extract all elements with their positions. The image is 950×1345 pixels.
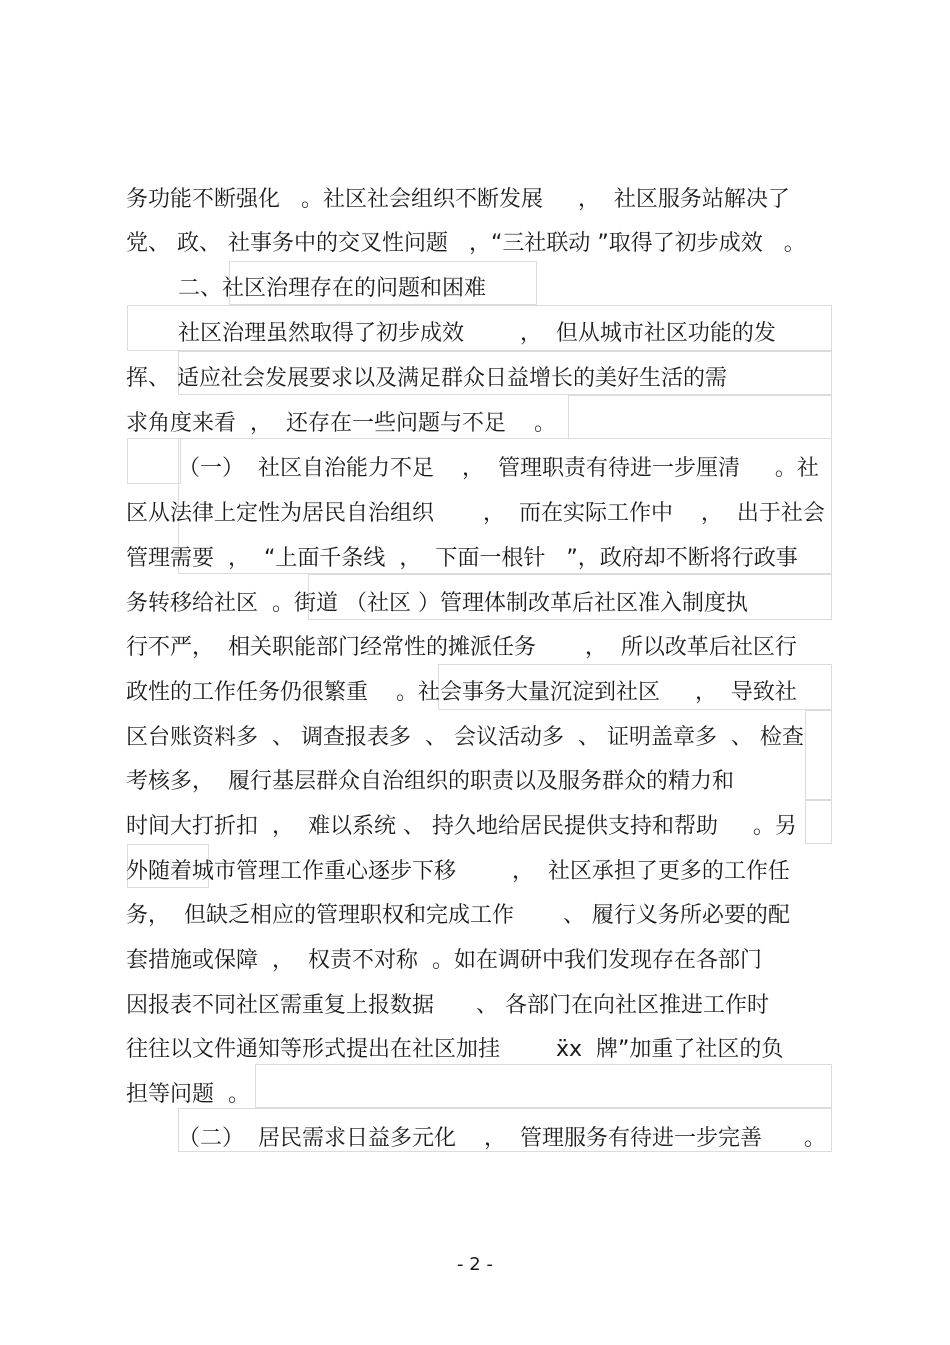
text-line: 党、 政、 社事务中的交叉性问题 ，“三社联动 ”取得了初步成效 。: [126, 231, 806, 256]
subsection-heading: （一） 社区自治能力不足 ， 管理职责有待进一步厘清 。社: [178, 456, 819, 481]
subsection-heading: （二） 居民需求日益多元化 ， 管理服务有待进一步完善 。: [178, 1126, 826, 1151]
text-line: 区台账资料多 、 调查报表多 、 会议活动多 、 证明盖章多 、 检查: [126, 725, 804, 750]
text-line: 往往以文件通知等形式提出在社区加挂 ẍx 牌”加重了社区的负: [126, 1037, 784, 1062]
text-line: 时间大打折扣 ， 难以系统 、 持久地给居民提供支持和帮助 。另: [126, 814, 797, 839]
text-line: 求角度来看 ， 还存在一些问题与不足 。: [126, 411, 556, 436]
text-line: 务功能不断强化 。社区社会组织不断发展 ， 社区服务站解决了: [126, 187, 790, 212]
text-line: 行不严， 相关职能部门经常性的摊派任务 ， 所以改革后社区行: [126, 635, 797, 660]
section-heading: 二、社区治理存在的问题和困难: [178, 276, 487, 301]
text-line: 政性的工作任务仍很繁重 。社会事务大量沉淀到社区 ， 导致社: [126, 680, 797, 705]
text-line: 务转移给社区 。街道 （社区 ）管理体制改革后社区准入制度执: [126, 591, 748, 616]
page-number: - 2 -: [457, 1254, 493, 1275]
text-line: 社区治理虽然取得了初步成效 ， 但从城市社区功能的发: [178, 321, 776, 346]
text-line: 挥、 适应社会发展要求以及满足群众日益增长的美好生活的需: [126, 366, 727, 391]
text-line: 区从法律上定性为居民自治组织 ， 而在实际工作中 ， 出于社会: [126, 501, 825, 526]
text-line: 考核多， 履行基层群众自治组织的职责以及服务群众的精力和: [126, 769, 734, 794]
text-line: 务， 但缺乏相应的管理职权和完成工作 、 履行义务所必要的配: [126, 903, 790, 928]
text-line: 管理需要 ， “上面千条线 ， 下面一根针 ”，政府却不断将行政事: [126, 546, 798, 571]
text-line: 因报表不同社区需重复上报数据 、 各部门在向社区推进工作时: [126, 993, 769, 1018]
text-line: 外随着城市管理工作重心逐步下移 ， 社区承担了更多的工作任: [126, 859, 790, 884]
text-line: 担等问题 。: [126, 1082, 250, 1107]
text-line: 套措施或保障 ， 权责不对称 。如在调研中我们发现存在各部门: [126, 948, 762, 973]
